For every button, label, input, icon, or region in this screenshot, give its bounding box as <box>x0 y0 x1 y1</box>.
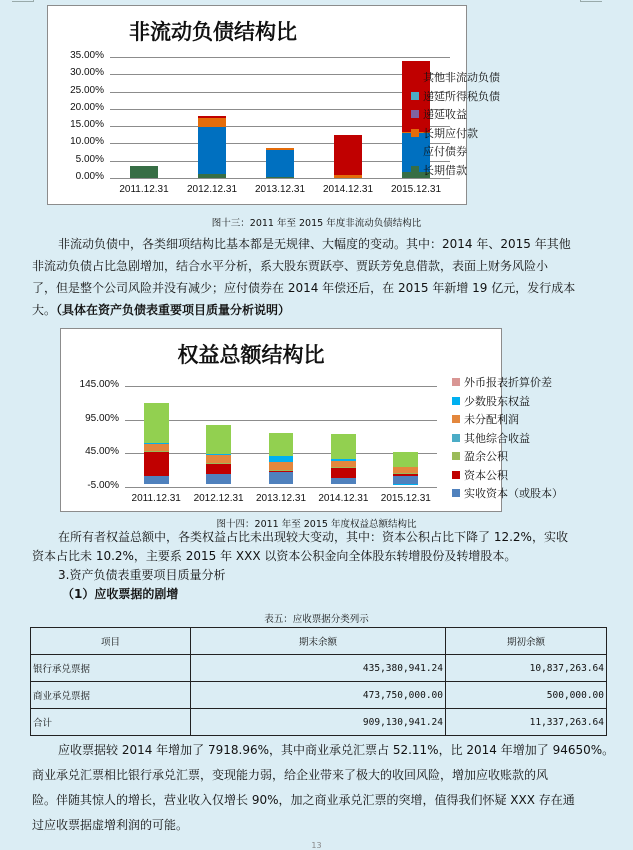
y-axis-label: 15.00% <box>70 119 104 131</box>
legend-item: 其他非流动负债 <box>411 68 500 87</box>
legend-swatch-icon <box>452 378 460 386</box>
legend-item: 长期应付款 <box>411 124 500 143</box>
y-axis-label: -5.00% <box>87 480 119 491</box>
legend-swatch-icon <box>411 166 419 174</box>
y-axis-label: 20.00% <box>70 101 104 113</box>
table-row <box>31 682 607 709</box>
y-axis-label: 10.00% <box>70 136 104 148</box>
gridline <box>125 386 437 387</box>
chart-title: 权益总额结构比 <box>177 342 325 367</box>
x-axis <box>125 487 437 488</box>
legend-swatch-icon <box>411 129 419 137</box>
row-label: 银行承兑票据 <box>31 655 191 682</box>
bar-segment <box>144 444 169 451</box>
bar-segment <box>206 455 231 463</box>
x-axis-label: 2014.12.31 <box>322 184 374 195</box>
row-label: 商业承兑票据 <box>31 682 191 709</box>
table-header-row <box>31 628 607 655</box>
figure-caption: 图十三：2011 年至 2015 年度非流动负债结构比 <box>211 218 422 229</box>
bar-segment <box>393 476 418 484</box>
bar-segment <box>393 474 418 476</box>
cell-beginning: 11,337,263.64 <box>446 709 607 736</box>
gridline <box>110 74 450 75</box>
bar-segment <box>266 148 293 150</box>
bar-segment <box>206 425 231 454</box>
bar-segment <box>198 118 225 127</box>
legend-swatch-icon <box>452 397 460 405</box>
text-line: 应收票据较 2014 年增加了 7918.96%，其中商业承兑汇票占 52.11%，比 2014 年增加了 94650%。 <box>58 743 615 757</box>
bar-segment <box>206 463 231 464</box>
y-axis-label: 0.00% <box>75 171 104 182</box>
figure-caption: 图十四：2011 年至 2015 年度权益总额结构比 <box>216 519 417 530</box>
cell-beginning: 10,837,263.64 <box>446 655 607 682</box>
legend-item: 应付债券 <box>411 142 500 161</box>
bar-segment <box>334 135 361 174</box>
bar-segment <box>331 467 356 478</box>
header-item: 项目 <box>31 628 191 655</box>
legend-swatch-icon <box>411 147 419 155</box>
legend-swatch-icon <box>411 92 419 100</box>
gridline <box>110 109 450 110</box>
bar-segment <box>144 452 169 476</box>
bold-note: （具体在资产负债表重要项目质量分析说明） <box>56 303 291 317</box>
bar-segment <box>144 443 169 444</box>
plot-area <box>70 50 450 195</box>
header-ending-balance: 期末余额 <box>191 628 446 655</box>
bar-segment <box>269 456 294 462</box>
x-axis-label: 2011.12.31 <box>131 493 181 504</box>
paragraph-non-current-liabilities <box>32 233 612 321</box>
legend-item: 外币报表折算价差 <box>452 373 563 392</box>
chart-legend <box>452 373 563 503</box>
bar-segment <box>331 478 356 483</box>
equity-structure-chart <box>60 328 563 512</box>
bar-segment <box>269 471 294 473</box>
gridline <box>110 57 450 58</box>
page-number: 13 <box>311 841 322 850</box>
legend-item: 递延收益 <box>411 105 500 124</box>
gridline <box>110 92 450 93</box>
legend-item: 未分配利润 <box>452 410 563 429</box>
x-axis-label: 2013.12.31 <box>255 493 307 504</box>
x-axis-label: 2015.12.31 <box>380 493 431 504</box>
bar-segment <box>331 459 356 461</box>
cell-ending: 473,750,000.00 <box>191 682 446 709</box>
cell-ending: 435,380,941.24 <box>191 655 446 682</box>
legend-swatch-icon <box>411 73 419 81</box>
page-corner-mark-left <box>12 0 34 2</box>
bar-segment <box>393 467 418 473</box>
bar-segment <box>393 452 418 467</box>
non-current-liabilities-chart <box>47 5 500 205</box>
bar-segment <box>206 464 231 473</box>
cell-beginning: 500,000.00 <box>446 682 607 709</box>
legend-swatch-icon <box>452 471 460 479</box>
table-row <box>31 709 607 736</box>
table-row <box>31 655 607 682</box>
section-heading: 3.资产负债表重要项目质量分析 <box>58 568 226 582</box>
bar-segment <box>144 476 169 484</box>
y-axis-label: 35.00% <box>70 50 104 61</box>
gridline <box>110 143 450 144</box>
legend-item: 递延所得税负债 <box>411 87 500 106</box>
chart-legend <box>411 68 500 179</box>
x-axis-label: 2013.12.31 <box>254 184 306 195</box>
legend-swatch-icon <box>452 434 460 442</box>
legend-item: 盈余公积 <box>452 447 563 466</box>
bar-segment <box>269 433 294 455</box>
x-axis-label: 2012.12.31 <box>186 184 238 195</box>
x-axis <box>110 178 450 179</box>
legend-swatch-icon <box>452 415 460 423</box>
text-line: 非流动负债中，各类细项结构比基本都是无规律、大幅度的变动。其中：2014 年、2015 年其他 <box>58 237 571 251</box>
legend-item: 其他综合收益 <box>452 429 563 448</box>
legend-item: 资本公积 <box>452 466 563 485</box>
text-line: 非流动负债占比急剧增加，结合水平分析，系大股东贾跃亭、贾跃芳免息借款，表面上财务风险小 <box>32 259 549 273</box>
plot-area <box>79 379 437 504</box>
paragraph-equity <box>32 528 612 604</box>
text-line: 资本占比未 10.2%，主要系 2015 年 XXX 以资本公积金向全体股东转增股份及转增股本。 <box>32 549 517 563</box>
x-axis-label: 2015.12.31 <box>390 184 442 195</box>
y-axis-label: 145.00% <box>79 379 119 390</box>
bar-segment <box>331 467 356 468</box>
y-axis-label: 45.00% <box>85 446 119 458</box>
section-subheading: （1）应收票据的剧增 <box>62 587 179 601</box>
x-axis-label: 2011.12.31 <box>119 184 169 195</box>
y-axis-label: 25.00% <box>70 84 104 96</box>
chart-title: 非流动负债结构比 <box>129 19 297 44</box>
legend-item: 实收资本（或股本） <box>452 484 563 503</box>
bar-segment <box>198 116 225 118</box>
y-axis-label: 5.00% <box>75 153 104 165</box>
text-line: 了，但是整个公司风险并没有减少；应付债券在 2014 年偿还后，在 2015 年新增 19 亿元，发行成本 <box>32 281 576 295</box>
bar-segment <box>266 150 293 177</box>
bar-segment <box>331 461 356 467</box>
bar-segment <box>206 454 231 455</box>
text-line: 大。（具体在资产负债表重要项目质量分析说明） <box>32 303 291 317</box>
bar-segment <box>393 484 418 485</box>
text-line: 险。伴随其惊人的增长，营业收入仅增长 90%，加之商业承兑汇票的突增，值得我们怀疑 XXX 存在通 <box>32 793 575 807</box>
legend-swatch-icon <box>452 452 460 460</box>
gridline <box>110 126 450 127</box>
bar-segment <box>130 166 157 178</box>
gridline <box>125 420 437 421</box>
legend-item: 长期借款 <box>411 161 500 180</box>
bar-segment <box>198 127 225 174</box>
legend-swatch-icon <box>452 489 460 497</box>
bar-segment <box>269 470 294 471</box>
bar-segment <box>393 473 418 474</box>
bar-segment <box>144 403 169 443</box>
y-axis-label: 95.00% <box>85 412 119 424</box>
x-axis-label: 2014.12.31 <box>318 493 369 504</box>
paragraph-notes-receivable <box>32 738 622 838</box>
bar-segment <box>206 474 231 484</box>
table-caption: 表五：应收票据分类列示 <box>264 614 369 625</box>
header-beginning-balance: 期初余额 <box>446 628 607 655</box>
x-axis-label: 2012.12.31 <box>193 493 244 504</box>
bar-segment <box>331 434 356 459</box>
y-axis-label: 30.00% <box>70 67 104 79</box>
bar-segment <box>144 451 169 452</box>
cell-ending: 909,130,941.24 <box>191 709 446 736</box>
bar-segment <box>269 462 294 470</box>
text-line: 过应收票据虚增利润的可能。 <box>32 818 189 832</box>
page-corner-mark-right <box>580 0 602 2</box>
text-line: 在所有者权益总额中，各类权益占比未出现较大变动，其中：资本公积占比下降了 12.2%，实收 <box>58 530 568 544</box>
legend-item: 少数股东权益 <box>452 392 563 411</box>
row-label: 合计 <box>31 709 191 736</box>
text-line: 商业承兑汇票相比银行承兑汇票，变现能力弱，给企业带来了极大的收回风险，增加应收账款的风 <box>32 768 549 782</box>
bar-segment <box>269 472 294 483</box>
legend-swatch-icon <box>411 110 419 118</box>
notes-receivable-table <box>30 627 607 736</box>
